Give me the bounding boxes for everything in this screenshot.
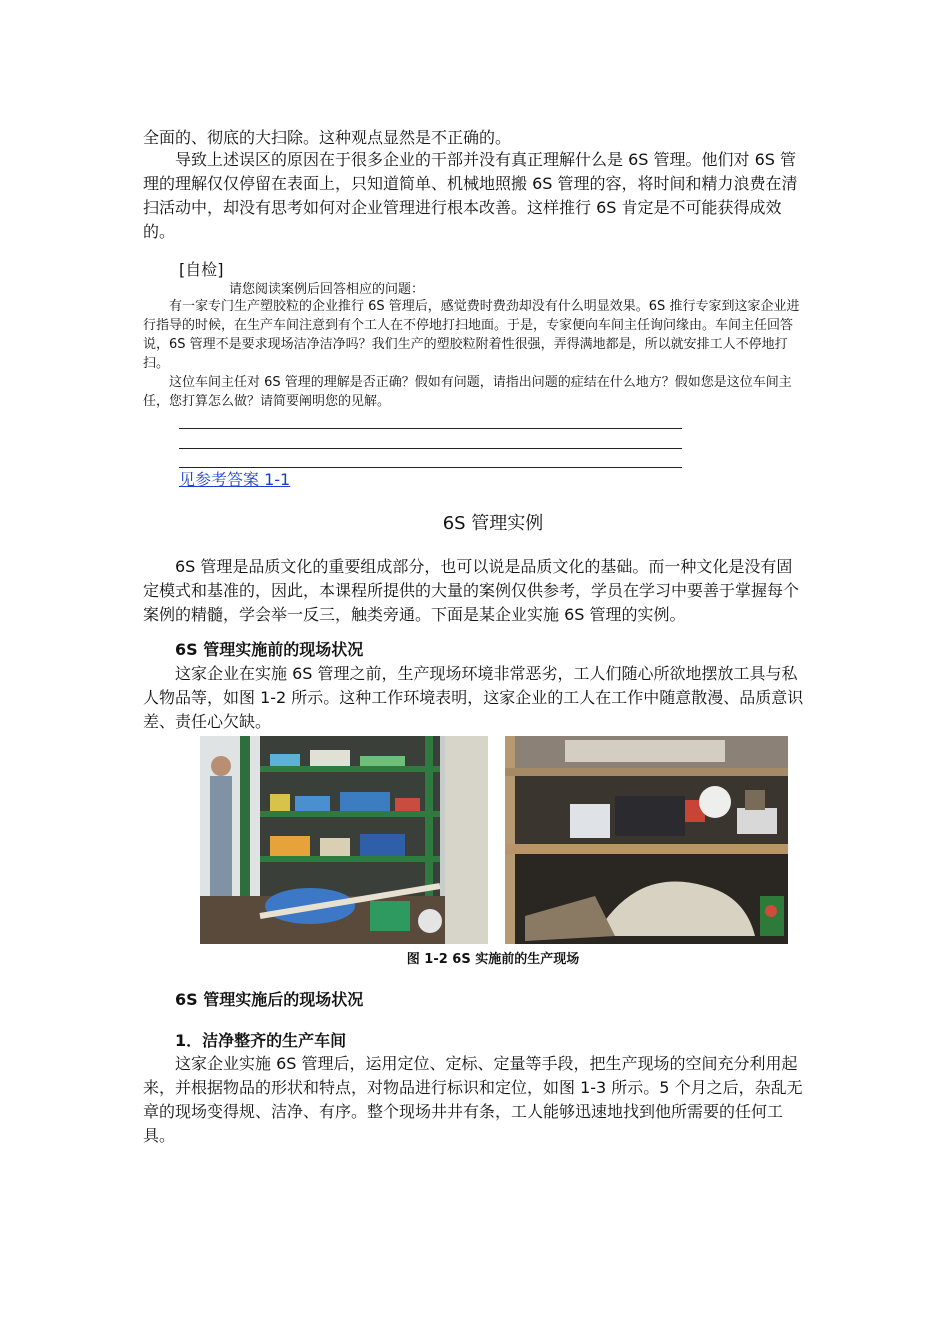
section-title: 6S 管理实例 bbox=[442, 513, 544, 534]
paragraph-misconception-cause: 导致上述误区的原因在于很多企业的干部并没有真正理解什么是 6S 管理。他们对 6S 管理的理解仅仅停留在表面上，只知道简单、机械地照搬 6S 管理的容，将时间和精力浪费在清扫活动中，却没有思考如何对企业管理进行根本改善。这样推行 6S 肯定是不可能获得成效的。 bbox=[143, 150, 798, 241]
answer-line bbox=[179, 428, 682, 429]
self-check-heading: [自检] bbox=[179, 260, 224, 279]
before-description: 这家企业在实施 6S 管理之前，生产现场环境非常恶劣，工人们随心所欲地摆放工具与私人物品等，如图 1-2 所示。这种工作环境表明，这家企业的工人在工作中随意散漫、品质意识差、责任心欠缺。 bbox=[143, 664, 804, 731]
before-photo-shelves bbox=[200, 736, 488, 944]
reference-answer-link[interactable]: 见参考答案 1-1 bbox=[179, 470, 291, 489]
self-check-instruction: 请您阅读案例后回答相应的问题： bbox=[229, 282, 425, 297]
before-photo-cabinet bbox=[505, 736, 788, 944]
self-check-case: 有一家专门生产塑胶粒的企业推行 6S 管理后，感觉费时费劲却没有什么明显效果。6S 推行专家到这家企业进行指导的时候，在生产车间注意到有个工人在不停地打扫地面。于是，专家便向车间主任询问缘由。车间主任回答说，6S 管理不是要求现场洁净洁净吗？我们生产的塑胶粒附着性很强，弄得满地都是，所以就安排工人不停地打扫。 bbox=[143, 299, 800, 371]
answer-line bbox=[179, 448, 682, 449]
answer-line bbox=[179, 467, 682, 468]
before-heading: 6S 管理实施前的现场状况 bbox=[175, 640, 364, 659]
section-intro: 6S 管理是品质文化的重要组成部分，也可以说是品质文化的基础。而一种文化是没有固定模式和基准的，因此，本课程所提供的大量的案例仅供参考，学员在学习中要善于掌握每个案例的精髓，学会举一反三，触类旁通。下面是某企业实施 6S 管理的实例。 bbox=[143, 557, 800, 624]
after-description: 这家企业实施 6S 管理后，运用定位、定标、定量等手段，把生产现场的空间充分利用起来，并根据物品的形状和特点，对物品进行标识和定位，如图 1-3 所示。5 个月之后，杂乱无章的现场变得规、洁净、有序。整个现场井井有条，工人能够迅速地找到他所需要的任何工具。 bbox=[143, 1054, 803, 1145]
figure-caption: 图 1-2 6S 实施前的生产现场 bbox=[406, 952, 580, 967]
paragraph-continuation: 全面的、彻底的大扫除。这种观点显然是不正确的。 bbox=[143, 128, 512, 147]
self-check-question: 这位车间主任对 6S 管理的理解是否正确？假如有问题，请指出问题的症结在什么地方？假如您是这位车间主任，您打算怎么做？请简要阐明您的见解。 bbox=[143, 375, 792, 409]
subheading-clean-workshop: 1．洁净整齐的生产车间 bbox=[175, 1031, 347, 1050]
after-heading: 6S 管理实施后的现场状况 bbox=[175, 990, 364, 1009]
